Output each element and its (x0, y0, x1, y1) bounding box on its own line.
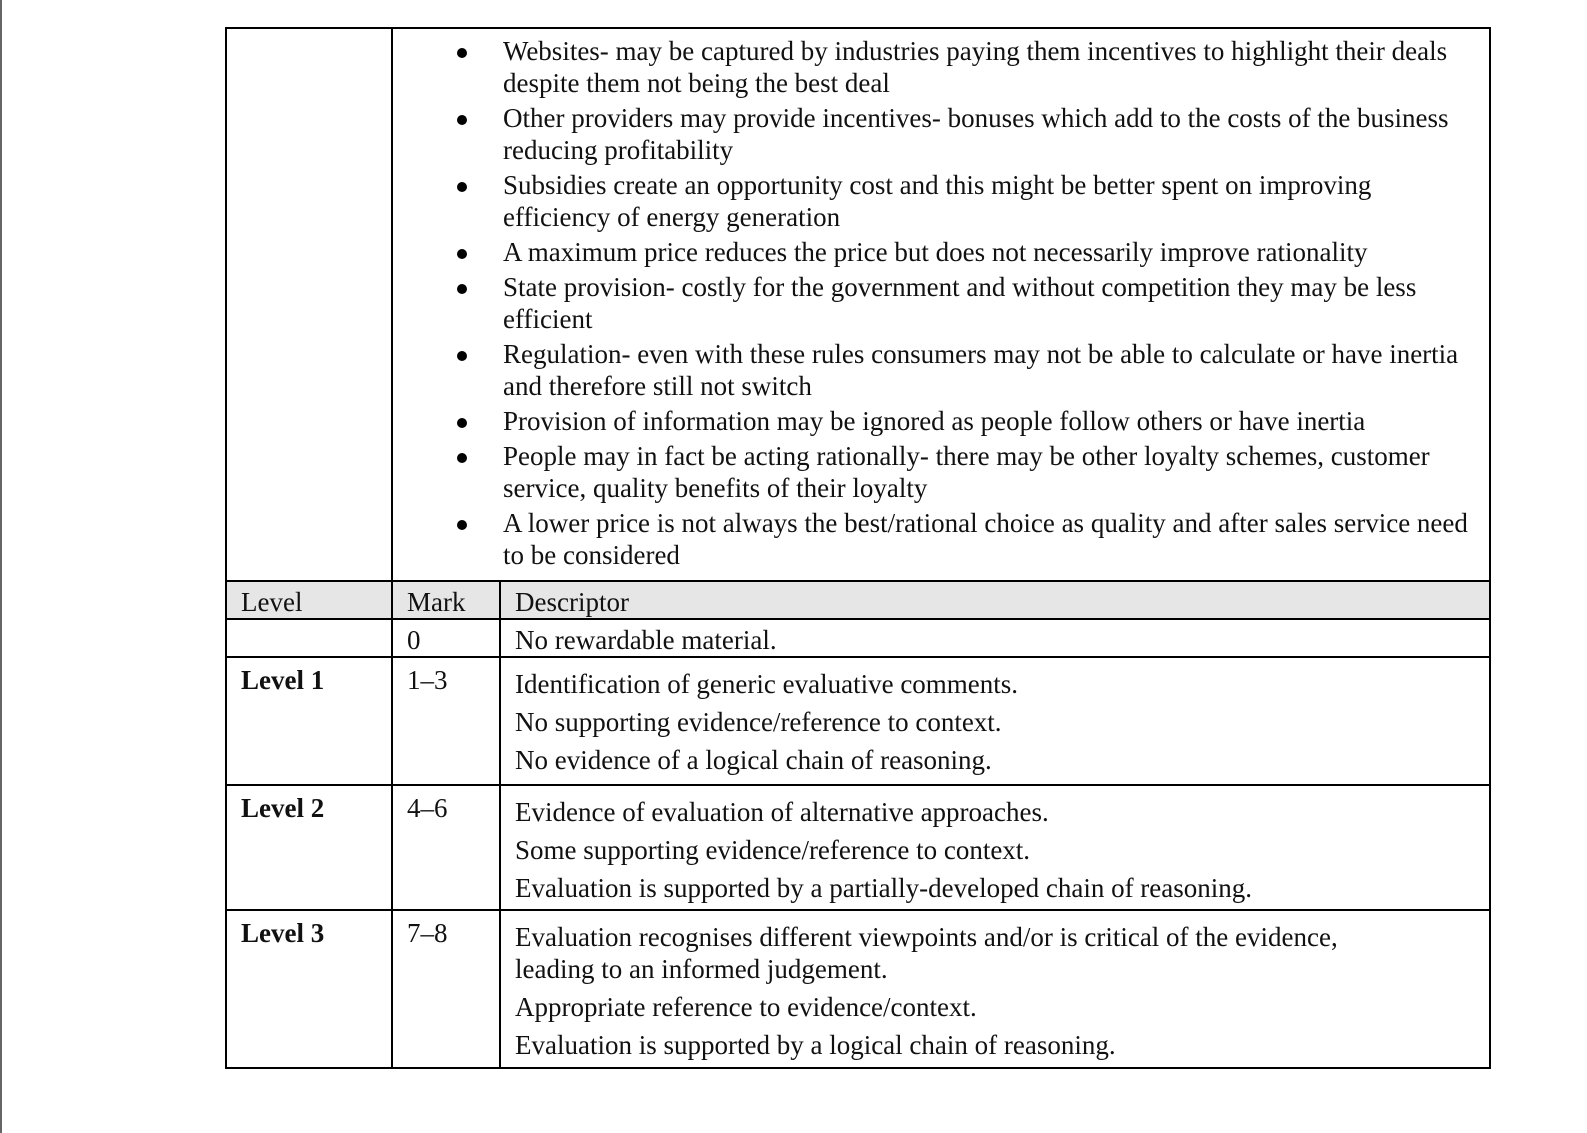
table-row (227, 656, 1489, 784)
list-item (393, 236, 1469, 268)
table-header-row (227, 580, 1489, 618)
bullet-icon (457, 284, 467, 294)
bullet-text: A lower price is not always the best/rational choice as quality and after sales service need to be considered (503, 508, 1468, 570)
descriptor-line: Evaluation is supported by a logical chain of reasoning. (515, 1030, 1116, 1060)
list-item (393, 102, 1469, 166)
level-cell (227, 620, 393, 656)
viewer-left-edge (0, 0, 2, 1133)
bullet-text: A maximum price reduces the price but does not necessarily improve rationality (503, 237, 1368, 267)
descriptor-line: Appropriate reference to evidence/context. (515, 992, 977, 1022)
bullet-icon (457, 48, 467, 58)
mark-cell: 0 (393, 620, 501, 656)
descriptor-cell: No rewardable material. (515, 625, 777, 655)
bullet-icon (457, 249, 467, 259)
list-item (393, 35, 1469, 99)
mark-scheme-table (225, 27, 1491, 1069)
bullet-cell (393, 29, 1489, 580)
empty-level-cell (227, 29, 393, 580)
bullet-row (227, 29, 1489, 580)
list-item (393, 271, 1469, 335)
table-row (227, 909, 1489, 1067)
bullet-text: Regulation- even with these rules consumers may not be able to calculate or have inertia and therefore still not switch (503, 339, 1459, 401)
descriptor-cell (501, 786, 1489, 909)
descriptor-line: Identification of generic evaluative comments. (515, 669, 1019, 699)
bullet-icon (457, 453, 467, 463)
descriptor-line: Evaluation recognises different viewpoints and/or is critical of the evidence, leading to an informed judgement. (515, 922, 1338, 984)
descriptor-line: No supporting evidence/reference to context. (515, 707, 1002, 737)
evaluation-bullet-list (393, 35, 1469, 571)
list-item (393, 405, 1469, 437)
level-cell: Level 2 (227, 786, 393, 909)
header-level: Level (227, 582, 393, 618)
bullet-icon (457, 351, 467, 361)
bullet-icon (457, 182, 467, 192)
bullet-text: Websites- may be captured by industries paying them incentives to highlight their deals despite them not being the best deal (503, 36, 1448, 98)
descriptor-line: Some supporting evidence/reference to context. (515, 835, 1031, 865)
descriptor-line: No evidence of a logical chain of reasoning. (515, 745, 992, 775)
table-row (227, 618, 1489, 656)
level-cell: Level 3 (227, 911, 393, 1067)
level-cell: Level 1 (227, 658, 393, 784)
list-item (393, 507, 1469, 571)
bullet-icon (457, 520, 467, 530)
descriptor-cell (501, 658, 1489, 784)
bullet-icon (457, 115, 467, 125)
bullet-icon (457, 418, 467, 428)
list-item (393, 440, 1469, 504)
list-item (393, 169, 1469, 233)
bullet-text: State provision- costly for the government and without competition they may be less efficient (503, 272, 1417, 334)
descriptor-cell (501, 911, 1489, 1067)
bullet-text: Other providers may provide incentives- bonuses which add to the costs of the business reducing profitability (503, 103, 1449, 165)
mark-cell: 4–6 (393, 786, 501, 909)
descriptor-line: Evaluation is supported by a partially-developed chain of reasoning. (515, 873, 1253, 903)
descriptor-line: Evidence of evaluation of alternative approaches. (515, 797, 1049, 827)
mark-cell: 1–3 (393, 658, 501, 784)
mark-cell: 7–8 (393, 911, 501, 1067)
bullet-text: Subsidies create an opportunity cost and this might be better spent on improving efficiency of energy generation (503, 170, 1372, 232)
bullet-text: Provision of information may be ignored as people follow others or have inertia (503, 406, 1366, 436)
bullet-text: People may in fact be acting rationally- there may be other loyalty schemes, customer service, quality benefits of their loyalty (503, 441, 1430, 503)
list-item (393, 338, 1469, 402)
table-row (227, 784, 1489, 909)
header-mark: Mark (393, 582, 501, 618)
header-descriptor: Descriptor (515, 587, 629, 617)
